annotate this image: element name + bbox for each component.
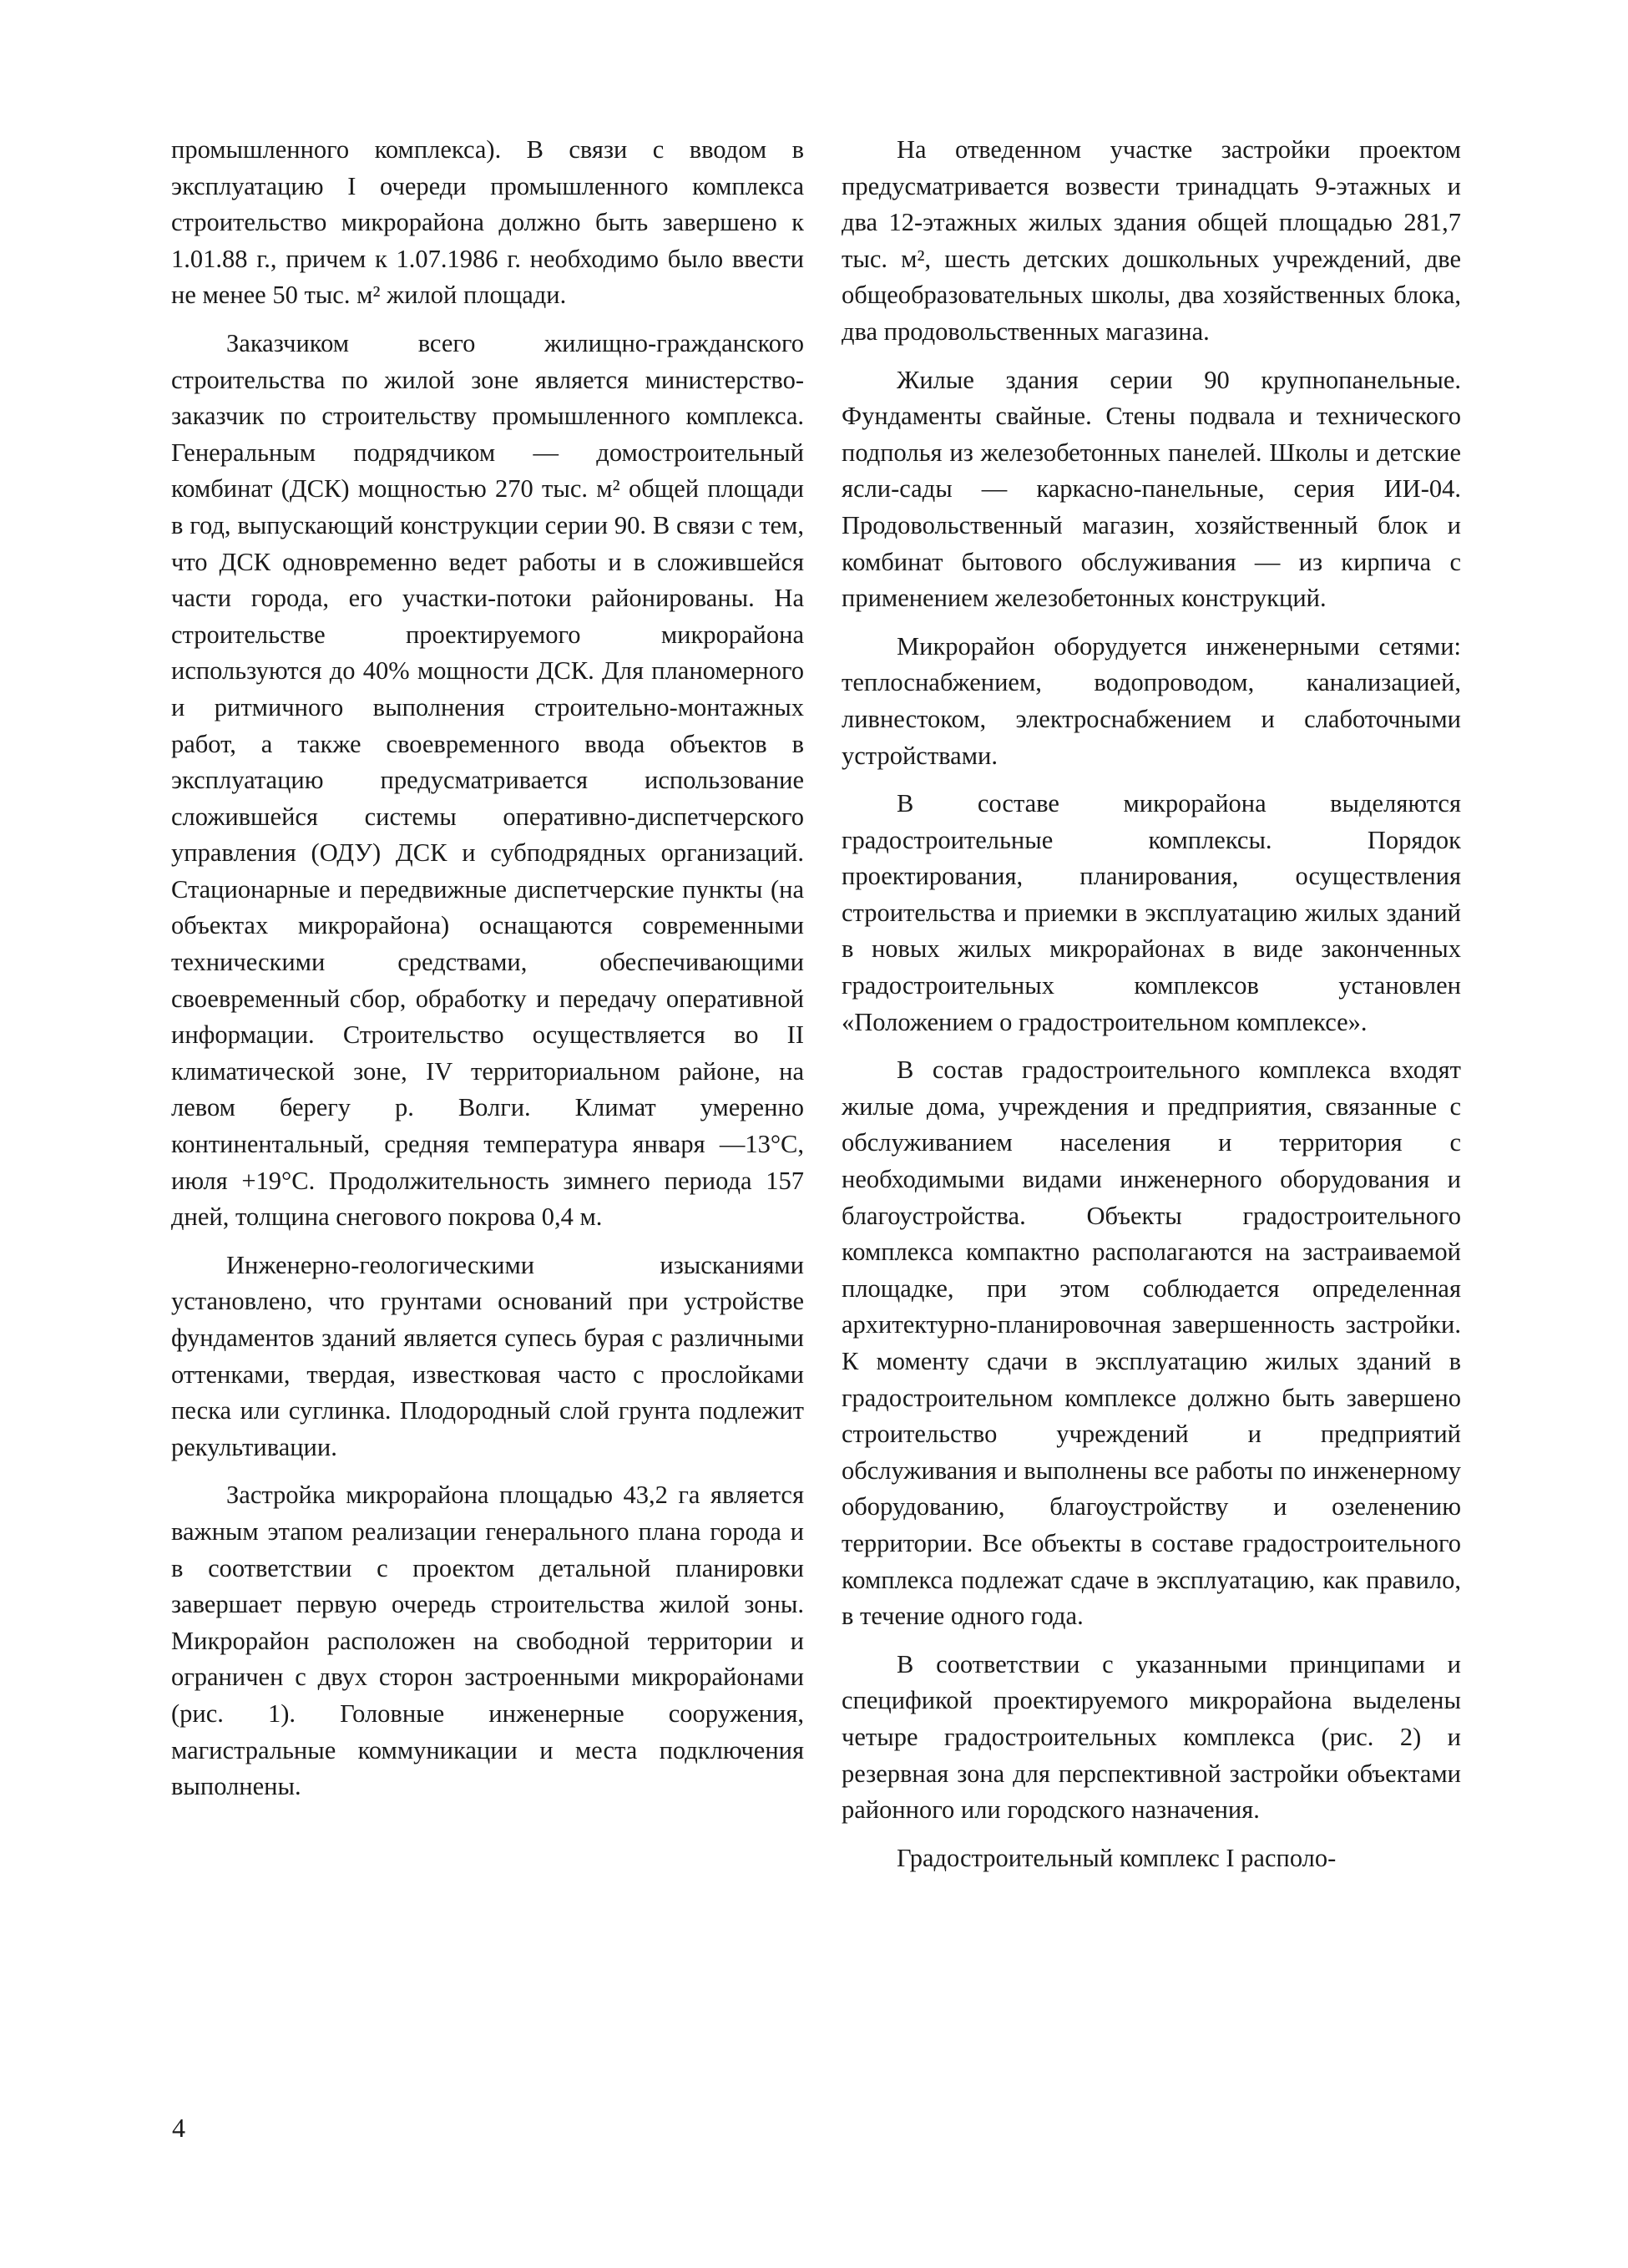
right-text-column xyxy=(842,132,1461,1888)
paragraph: В состав градостроительного комплекса входят жилые дома, учреждения и предприятия, связанные с обслуживанием населения и территория с необходимыми видами инженерного оборудования и благоустройства. Объекты градостроительного комплекса компактно располагаются на застраиваемой площадке, при этом соблюдается определенная архитектурно-планировочная завершенность застройки. К моменту сдачи в эксплуатацию жилых зданий в градостроительном комплексе должно быть завершено строительство учреждений и предприятий обслуживания и выполнены все работы по инженерному оборудованию, благоустройству и озеленению территории. Все объекты в составе градостроительного комплекса подлежат сдаче в эксплуатацию, как правило, в течение одного года. xyxy=(842,1056,1461,1631)
paragraph: На отведенном участке застройки проектом предусматривается возвести тринадцать 9-этажных и два 12-этажных жилых здания общей площадью 281,7 тыс. м², шесть детских дошкольных учреждений, две общеобразовательных школы, два хозяйственных блока, два продовольственных магазина. xyxy=(842,135,1461,346)
paragraph: В составе микрорайона выделяются градостроительные комплексы. Порядок проектирования, планирования, осуществления строительства и приемки в эксплуатацию жилых зданий в новых жилых микрорайонах в виде законченных градостроительных комплексов установлен «Положением о градостроительном комплексе». xyxy=(842,789,1461,1036)
page-number: 4 xyxy=(172,2113,185,2143)
paragraph: Инженерно-геологическими изысканиями установлено, что грунтами оснований при устройстве фундаментов зданий является супесь бурая с различными оттенками, твердая, известковая часто с прослойками песка или суглинка. Плодородный слой грунта подлежит рекультивации. xyxy=(171,1250,804,1461)
paragraph: Застройка микрорайона площадью 43,2 га является важным этапом реализации генерального плана города и в соответствии с проектом детальной планировки завершает первую очередь строительства жилой зоны. Микрорайон расположен на свободной территории и ограничен с двух сторон застроенными микрорайонами (рис. 1). Головные инженерные сооружения, магистральные коммуникации и места подключения выполнены. xyxy=(171,1481,804,1801)
paragraph: Заказчиком всего жилищно-гражданского строительства по жилой зоне является министерство-заказчик по строительству промышленного комплекса. Генеральным подрядчиком — домостроительный комбинат (ДСК) мощностью 270 тыс. м² общей площади в год, выпускающий конструкции серии 90. В связи с тем, что ДСК одновременно ведет работы и в сложившейся части города, его участки-потоки районированы. На строительстве проектируемого микрорайона используются до 40% мощности ДСК. Для планомерного и ритмичного выполнения строительно-монтажных работ, а также своевременного ввода объектов в эксплуатацию предусматривается использование сложившейся системы оперативно-диспетчерского управления (ОДУ) ДСК и субподрядных организаций. Стационарные и передвижные диспетчерские пункты (на объектах микрорайона) оснащаются современными техническими средствами, обеспечивающими своевременный сбор, обработку и передачу оперативной информации. Строительство осуществляется во II климатической зоне, IV территориальном районе, на левом берегу р. Волги. Климат умеренно континентальный, средняя температура января —13°С, июля +19°С. Продолжительность зимнего периода 157 дней, толщина снегового покрова 0,4 м. xyxy=(171,328,804,1232)
left-text-column xyxy=(171,132,804,1817)
paragraph: Жилые здания серии 90 крупнопанельные. Фундаменты свайные. Стены подвала и технического подполья из железобетонных панелей. Школы и детские ясли-сады — каркасно-панельные, серия ИИ-04. Продовольственный магазин, хозяйственный блок и комбинат бытового обслуживания — из кирпича с применением железобетонных конструкций. xyxy=(842,365,1461,613)
paragraph: Микрорайон оборудуется инженерными сетями: теплоснабжением, водопроводом, канализацией, ливнестоком, электроснабжением и слаботочными устройствами. xyxy=(842,631,1461,770)
paragraph: В соответствии с указанными принципами и спецификой проектируемого микрорайона выделены четыре градостроительных комплекса (рис. 2) и резервная зона для перспективной застройки объектами районного или городского назначения. xyxy=(842,1649,1461,1825)
paragraph: Градостроительный комплекс I располо- xyxy=(897,1843,1337,1872)
paragraph: промышленного комплекса). В связи с вводом в эксплуатацию I очереди промышленного комплекса строительство микрорайона должно быть завершено к 1.01.88 г., причем к 1.07.1986 г. необходимо было ввести не менее 50 тыс. м² жилой площади. xyxy=(171,135,804,310)
